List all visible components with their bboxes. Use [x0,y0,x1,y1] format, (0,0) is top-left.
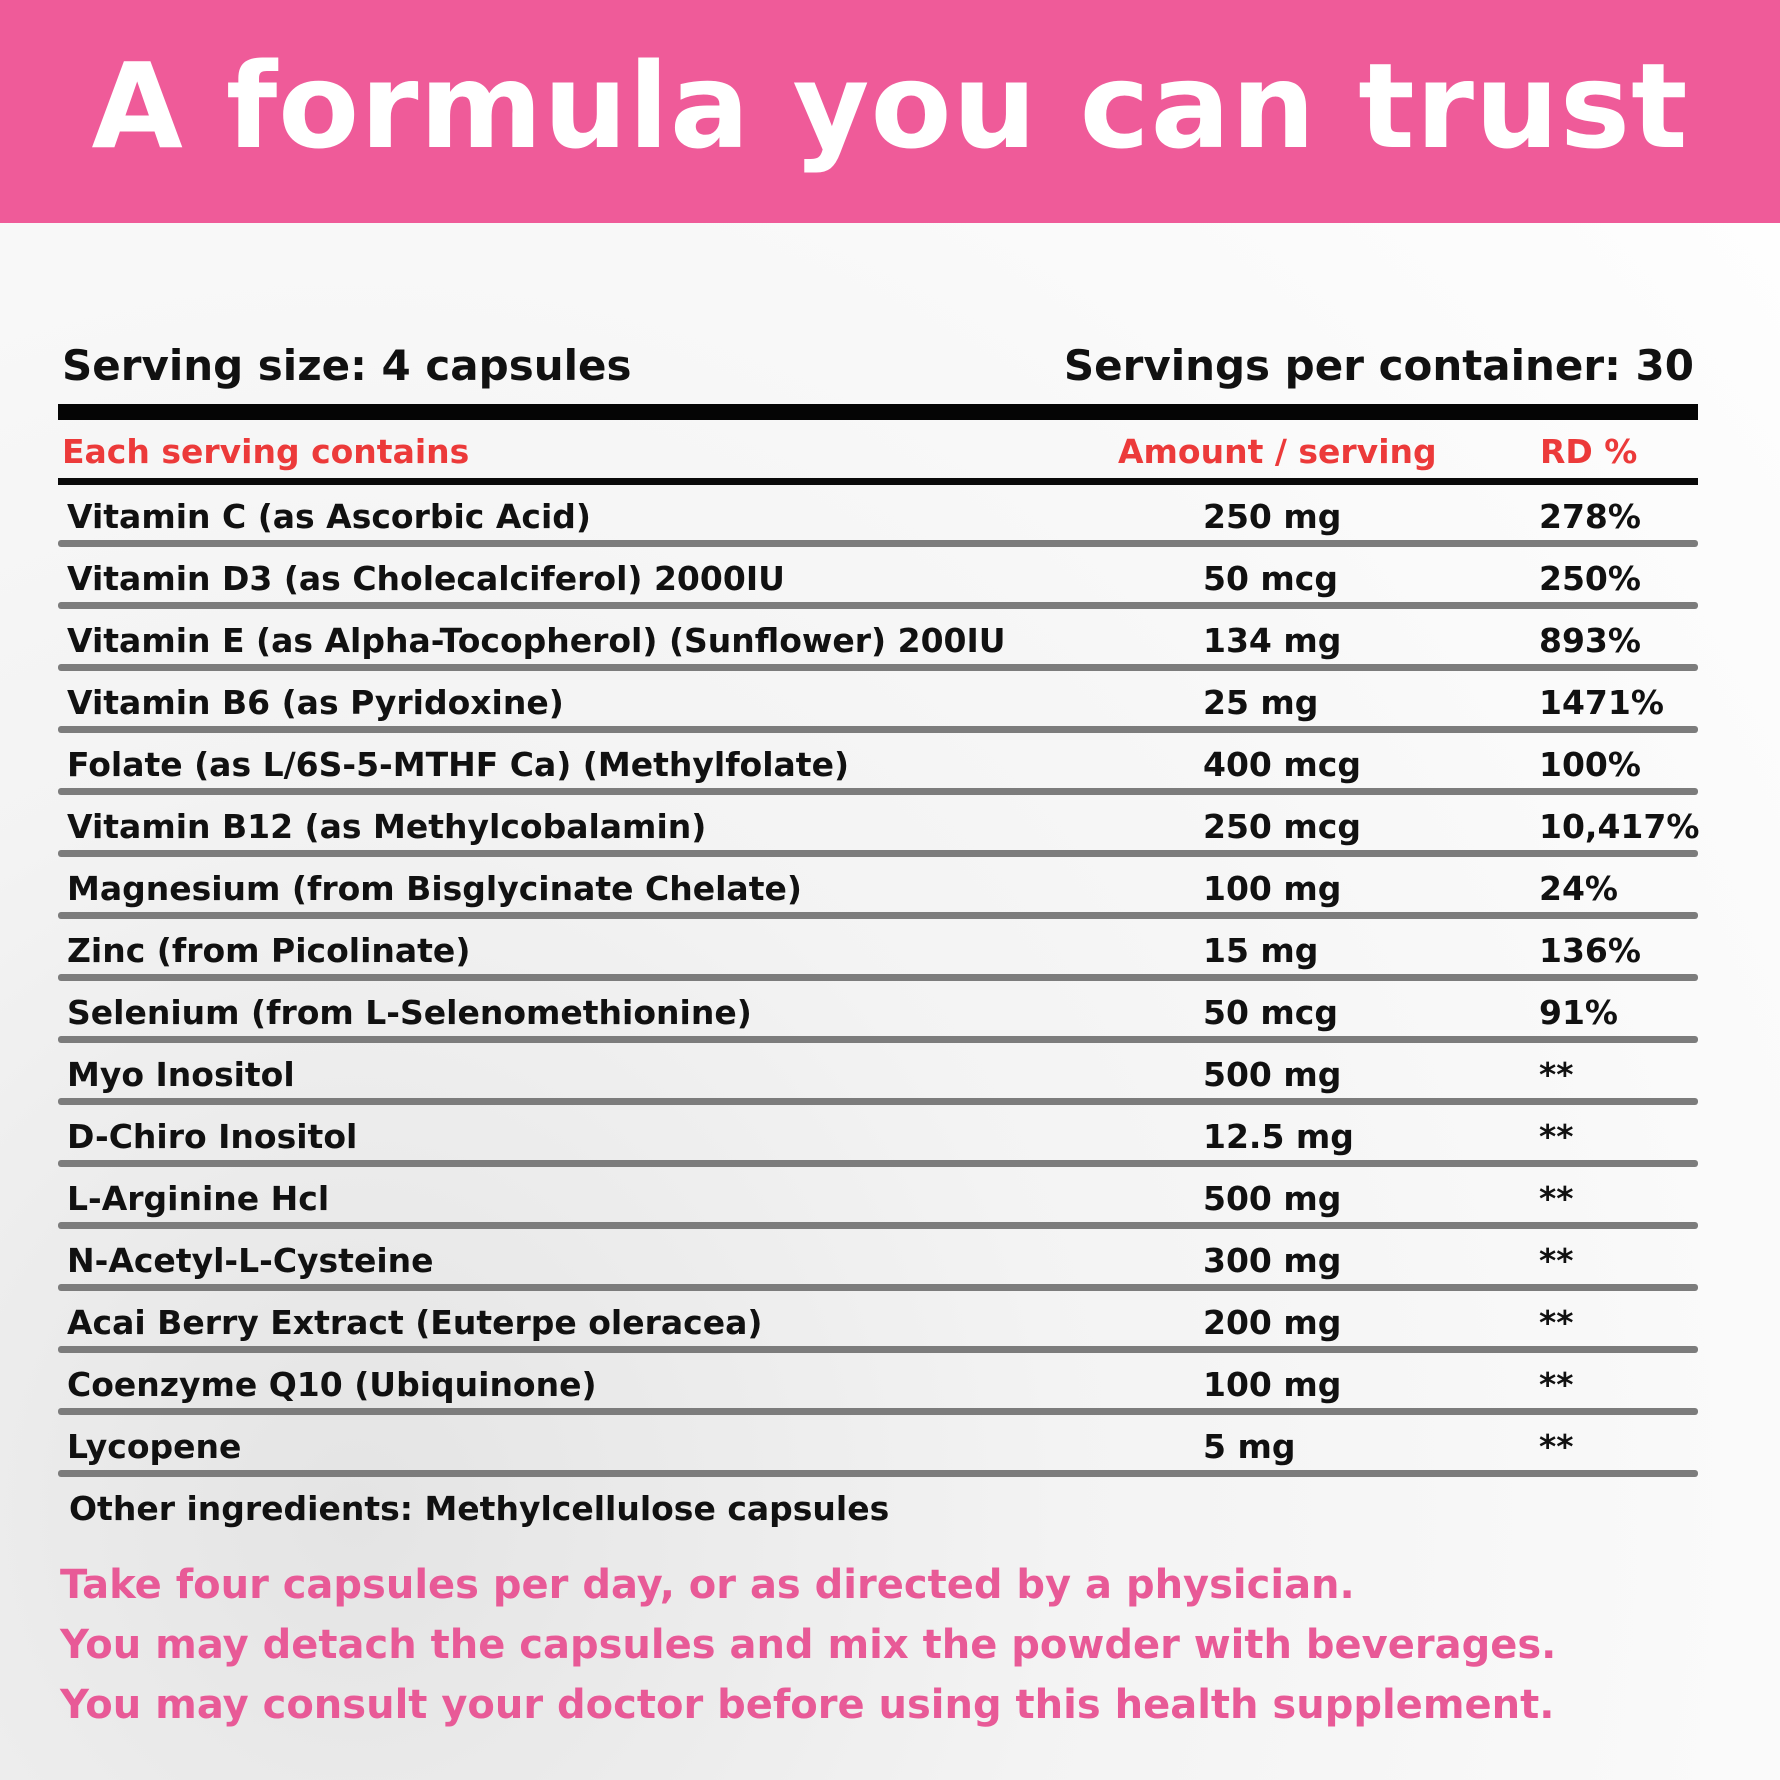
ingredient-name: N-Acetyl-L-Cysteine [67,1241,434,1280]
table-row [58,609,1698,664]
ingredient-name: Coenzyme Q10 (Ubiquinone) [67,1365,597,1404]
ingredient-amount: 250 mcg [1203,807,1361,846]
ingredient-rd-percent: 100% [1539,745,1641,784]
row-divider [58,788,1698,795]
ingredient-amount: 100 mg [1203,1365,1342,1404]
ingredient-amount: 5 mg [1203,1427,1296,1466]
ingredient-rd-percent: ** [1539,1179,1574,1218]
row-divider [58,1160,1698,1167]
ingredient-amount: 15 mg [1203,931,1319,970]
ingredient-rd-percent: 91% [1539,993,1618,1032]
row-divider [58,974,1698,981]
table-row [58,671,1698,726]
ingredient-name: L-Arginine Hcl [67,1179,330,1218]
table-row [58,547,1698,602]
thick-divider [58,404,1698,420]
ingredient-amount: 50 mcg [1203,993,1338,1032]
ingredient-rd-percent: 278% [1539,497,1641,536]
ingredient-rd-percent: ** [1539,1117,1574,1156]
ingredient-name: Myo Inositol [67,1055,295,1094]
ingredient-rd-percent: 10,417% [1539,807,1700,846]
ingredient-name: Selenium (from L-Selenomethionine) [67,993,752,1032]
table-row [58,733,1698,788]
row-divider [58,1222,1698,1229]
ingredient-amount: 250 mg [1203,497,1342,536]
ingredient-amount: 12.5 mg [1203,1117,1354,1156]
table-row [58,857,1698,912]
serving-info-row [58,320,1698,390]
table-row [58,1229,1698,1284]
ingredient-rd-percent: 893% [1539,621,1641,660]
row-divider [58,602,1698,609]
usage-note: You may consult your doctor before using this health supplement. [60,1682,1555,1728]
table-row [58,1291,1698,1346]
ingredient-amount: 200 mg [1203,1303,1342,1342]
table-row [58,795,1698,850]
table-row [58,1043,1698,1098]
ingredient-rd-percent: 250% [1539,559,1641,598]
supplement-facts-panel [58,320,1698,1528]
ingredient-name: Vitamin C (as Ascorbic Acid) [67,497,591,536]
table-header-row [58,420,1698,478]
table-row [58,919,1698,974]
ingredient-amount: 100 mg [1203,869,1342,908]
ingredient-amount: 134 mg [1203,621,1342,660]
ingredient-rd-percent: 24% [1539,869,1618,908]
table-row [58,1167,1698,1222]
ingredient-name: D-Chiro Inositol [67,1117,358,1156]
row-divider [58,540,1698,547]
ingredient-name: Vitamin D3 (as Cholecalciferol) 2000IU [67,559,785,598]
header-ingredient: Each serving contains [62,432,470,471]
ingredient-rd-percent: ** [1539,1055,1574,1094]
ingredient-table-body [58,485,1698,1477]
ingredient-name: Folate (as L/6S-5-MTHF Ca) (Methylfolate) [67,745,850,784]
ingredient-name: Vitamin B12 (as Methylcobalamin) [67,807,707,846]
serving-size-label: Serving size: 4 capsules [62,341,632,390]
ingredient-rd-percent: ** [1539,1303,1574,1342]
usage-note: You may detach the capsules and mix the powder with beverages. [60,1622,1557,1668]
row-divider [58,726,1698,733]
ingredient-name: Zinc (from Picolinate) [67,931,471,970]
ingredient-amount: 500 mg [1203,1055,1342,1094]
ingredient-amount: 50 mcg [1203,559,1338,598]
row-divider [58,1470,1698,1477]
header-rd: RD % [1540,432,1638,471]
ingredient-amount: 400 mcg [1203,745,1361,784]
row-divider [58,1284,1698,1291]
ingredient-name: Magnesium (from Bisglycinate Chelate) [67,869,802,908]
servings-per-container-label: Servings per container: 30 [1063,341,1694,390]
ingredient-rd-percent: 136% [1539,931,1641,970]
row-divider [58,1098,1698,1105]
title-banner [0,0,1780,223]
row-divider [58,1408,1698,1415]
other-ingredients: Other ingredients: Methylcellulose capsules [69,1489,890,1528]
ingredient-rd-percent: ** [1539,1427,1574,1466]
ingredient-amount: 300 mg [1203,1241,1342,1280]
ingredient-rd-percent: ** [1539,1241,1574,1280]
table-row [58,981,1698,1036]
ingredient-name: Vitamin B6 (as Pyridoxine) [67,683,564,722]
ingredient-name: Vitamin E (as Alpha-Tocopherol) (Sunflower) 200IU [67,621,1006,660]
table-row [58,1353,1698,1408]
header-amount: Amount / serving [1118,432,1437,471]
ingredient-amount: 500 mg [1203,1179,1342,1218]
page-title: A formula you can trust [91,36,1689,175]
table-row [58,485,1698,540]
table-row [58,1415,1698,1470]
usage-note: Take four capsules per day, or as directed by a physician. [60,1562,1355,1608]
ingredient-amount: 25 mg [1203,683,1319,722]
ingredient-name: Lycopene [67,1427,242,1466]
table-row [58,1105,1698,1160]
row-divider [58,1036,1698,1043]
ingredient-rd-percent: ** [1539,1365,1574,1404]
header-divider [58,478,1698,485]
ingredient-rd-percent: 1471% [1539,683,1664,722]
row-divider [58,664,1698,671]
row-divider [58,912,1698,919]
ingredient-name: Acai Berry Extract (Euterpe oleracea) [67,1303,763,1342]
usage-notes [60,1555,1740,1735]
row-divider [58,850,1698,857]
row-divider [58,1346,1698,1353]
